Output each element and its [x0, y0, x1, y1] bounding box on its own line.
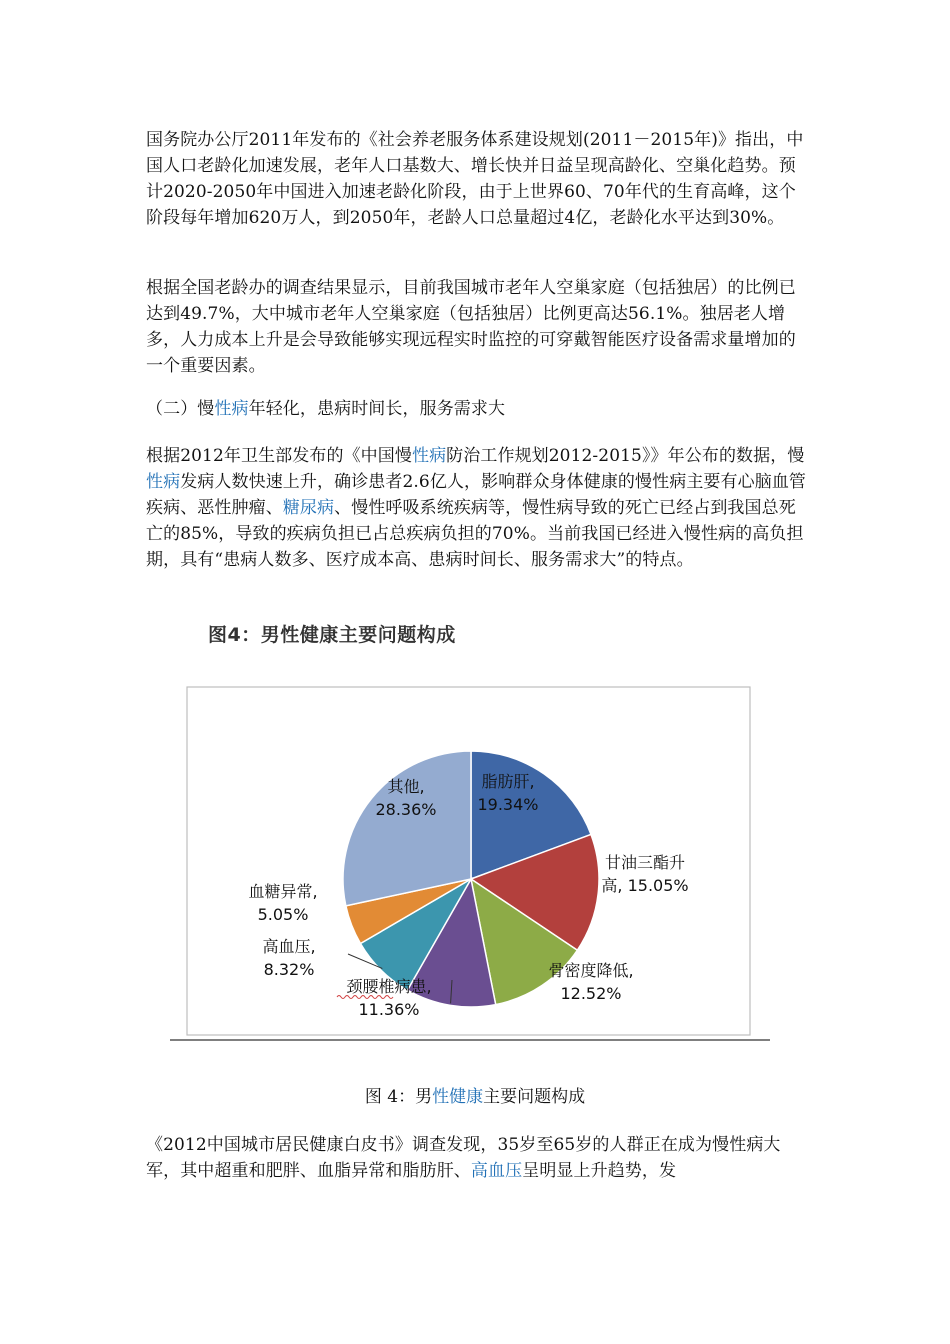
pie-label-value-6: 28.36% [375, 800, 437, 819]
caption-text: 主要问题构成 [483, 1087, 586, 1107]
pie-label-name-4: 高血压, [262, 937, 316, 956]
pie-label-value-4: 8.32% [263, 960, 315, 979]
pie-label-name-3: 颈腰椎病患, [346, 977, 432, 996]
pie-chart [170, 682, 770, 1046]
heading-text: （二）慢 [146, 399, 215, 419]
text-run: 《2012中国城市居民健康白皮书》调查发现，35岁至65岁的人群正在成为慢性病大军，其中超重和肥胖、血脂异常和脂肪肝、 [146, 1135, 781, 1181]
pie-label-value-3: 11.36% [358, 1000, 420, 1019]
pie-label-value-0: 19.34% [477, 795, 539, 814]
chart-title: 图4：男性健康主要问题构成 [208, 624, 456, 646]
paragraph-aging-policy: 国务院办公厅2011年发布的《社会养老服务体系建设规划(2011－2015年)》指出，中国人口老龄化加速发展，老年人口基数大、增长快并日益呈现高龄化、空巢化趋势。预计2020-2050年中国进入加速老龄化阶段，由于上世界60、70年代的生育高峰，这个阶段每年增加620万人，到2050年，老龄人口总量超过4亿，老龄化水平达到30%。 [146, 130, 804, 228]
link-chronic-disease[interactable]: 性病 [411, 446, 447, 466]
pie-label-value-1: 高, 15.05% [601, 876, 689, 895]
pie-label-name-5: 血糖异常, [248, 882, 318, 901]
link-chronic-disease[interactable]: 性病 [214, 399, 249, 419]
pie-label-name-0: 脂肪肝, [481, 772, 535, 791]
text-run: 、慢性呼吸系统疾病等，慢性病导致的死亡已经占到我国总死亡的85%，导致的疾病负担已占总疾病负担的70%。当前我国已经进入慢性病的高负担期，具有“患病人数多、医疗成本高、患病时间长、服务需求大”的特点。 [146, 498, 804, 570]
heading-text: 年轻化，患病时间长，服务需求大 [248, 399, 506, 419]
paragraph-white-paper [146, 1132, 811, 1184]
pie-chart-svg [170, 682, 770, 1046]
caption-text: 图 4：男 [364, 1087, 433, 1107]
text-run: 根据2012年卫生部发布的《中国慢 [146, 446, 412, 466]
pie-label-name-2: 骨密度降低, [548, 961, 634, 980]
pie-label-name-6: 其他, [387, 777, 425, 796]
section-heading-chronic-disease [146, 396, 811, 422]
link-diabetes[interactable]: 糖尿病 [282, 498, 335, 518]
pie-label-value-2: 12.52% [560, 984, 622, 1003]
pie-label-name-1: 甘油三酯升 [604, 853, 686, 872]
paragraph-empty-nest: 根据全国老龄办的调查结果显示，目前我国城市老年人空巢家庭（包括独居）的比例已达到49.7%，大中城市老年人空巢家庭（包括独居）比例更高达56.1%。独居老人增多，人力成本上升是会导致能够实现远程实时监控的可穿戴智能医疗设备需求量增加的一个重要因素。 [146, 278, 796, 376]
link-chronic-disease[interactable]: 性病 [146, 472, 181, 492]
figure-caption [0, 1084, 950, 1110]
link-hypertension[interactable]: 高血压 [470, 1161, 523, 1181]
link-mens-health[interactable]: 性健康 [432, 1087, 484, 1107]
text-run: 呈明显上升趋势，发 [522, 1161, 677, 1181]
text-run: 防治工作规划2012-2015》》年公布的数据，慢 [446, 446, 805, 466]
paragraph-chronic-plan [146, 443, 811, 573]
pie-label-value-5: 5.05% [257, 905, 309, 924]
text-run: 发病人数快速上升，确诊患者2.6亿人，影响群众身体健康的慢性病主要有心脑血管疾病、恶性肿瘤、 [146, 472, 807, 518]
